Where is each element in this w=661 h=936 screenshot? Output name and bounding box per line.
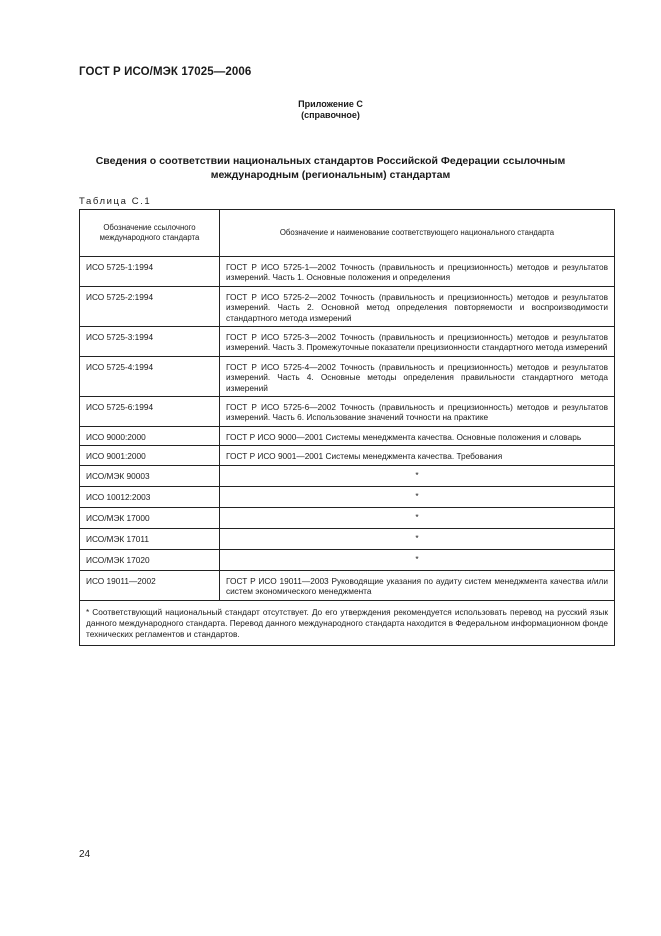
national-standard-cell: ГОСТ Р ИСО 9000—2001 Системы менеджмента качества. Основные положения и словарь <box>220 426 615 445</box>
national-standard-cell: * <box>220 486 615 507</box>
international-standard-cell: ИСО/МЭК 17020 <box>80 549 220 570</box>
national-standard-cell: * <box>220 528 615 549</box>
table-row <box>80 465 615 486</box>
international-standard-cell: ИСО 5725-2:1994 <box>80 286 220 326</box>
table-row <box>80 327 615 357</box>
table-row <box>80 549 615 570</box>
national-standard-cell: ГОСТ Р ИСО 5725-6—2002 Точность (правильность и прецизионность) методов и результатов измерений. Часть 6. Использование значений точности на практике <box>220 397 615 427</box>
international-standard-cell: ИСО 5725-4:1994 <box>80 356 220 396</box>
national-standard-cell: ГОСТ Р ИСО 5725-2—2002 Точность (правильность и прецизионность) методов и результатов измерений. Часть 2. Основной метод определения повторяемости и воспроизводимости стандартного метода измерений <box>220 286 615 326</box>
international-standard-cell: ИСО 9001:2000 <box>80 446 220 465</box>
national-standard-cell: ГОСТ Р ИСО 9001—2001 Системы менеджмента качества. Требования <box>220 446 615 465</box>
header-international-standard: Обозначение ссылочного международного стандарта <box>80 210 220 257</box>
standards-table <box>79 209 615 646</box>
national-standard-cell: ГОСТ Р ИСО 5725-1—2002 Точность (правильность и прецизионность) методов и результатов измерений. Часть 1. Основные положения и определения <box>220 257 615 287</box>
national-standard-cell: * <box>220 465 615 486</box>
section-heading <box>80 154 581 182</box>
national-standard-cell: * <box>220 549 615 570</box>
section-heading-line1: Сведения о соответствии национальных стандартов Российской Федерации ссылочным <box>95 155 566 167</box>
appendix-subtitle: (справочное) <box>301 110 360 120</box>
table-label: Таблица С.1 <box>79 196 152 207</box>
national-standard-cell: ГОСТ Р ИСО 19011—2003 Руководящие указания по аудиту систем менеджмента качества и/или систем экономического менеджмента <box>220 570 615 600</box>
table-row <box>80 426 615 445</box>
table-row <box>80 570 615 600</box>
table-header-row <box>80 210 615 257</box>
table-row <box>80 446 615 465</box>
table-row <box>80 507 615 528</box>
appendix-title: Приложение С <box>298 99 363 109</box>
table-row <box>80 286 615 326</box>
table-row <box>80 528 615 549</box>
international-standard-cell: ИСО/МЭК 17000 <box>80 507 220 528</box>
national-standard-cell: * <box>220 507 615 528</box>
table-row <box>80 356 615 396</box>
international-standard-cell: ИСО/МЭК 17011 <box>80 528 220 549</box>
international-standard-cell: ИСО 10012:2003 <box>80 486 220 507</box>
page-number: 24 <box>79 849 91 860</box>
appendix-heading <box>0 99 661 121</box>
table-footnote: * Соответствующий национальный стандарт отсутствует. До его утверждения рекомендуется использовать перевод на русский язык данного международного стандарта. Перевод данного международного стандарта находится в Федеральном информационном фонде технических регламентов и стандартов. <box>80 600 615 645</box>
international-standard-cell: ИСО 19011—2002 <box>80 570 220 600</box>
document-code: ГОСТ Р ИСО/МЭК 17025—2006 <box>79 66 252 78</box>
national-standard-cell: ГОСТ Р ИСО 5725-3—2002 Точность (правильность и прецизионность) методов и результатов измерений. Часть 3. Промежуточные показатели прецизионности стандартного метода измерений <box>220 327 615 357</box>
international-standard-cell: ИСО/МЭК 90003 <box>80 465 220 486</box>
table-row <box>80 397 615 427</box>
international-standard-cell: ИСО 5725-6:1994 <box>80 397 220 427</box>
national-standard-cell: ГОСТ Р ИСО 5725-4—2002 Точность (правильность и прецизионность) методов и результатов измерений. Часть 4. Основные методы определения правильности стандартного метода измерений <box>220 356 615 396</box>
table-row <box>80 486 615 507</box>
international-standard-cell: ИСО 9000:2000 <box>80 426 220 445</box>
international-standard-cell: ИСО 5725-1:1994 <box>80 257 220 287</box>
international-standard-cell: ИСО 5725-3:1994 <box>80 327 220 357</box>
header-national-standard: Обозначение и наименование соответствующего национального стандарта <box>220 210 615 257</box>
table-row <box>80 257 615 287</box>
footnote-row <box>80 600 615 645</box>
section-heading-line2: международным (региональным) стандартам <box>210 169 451 181</box>
